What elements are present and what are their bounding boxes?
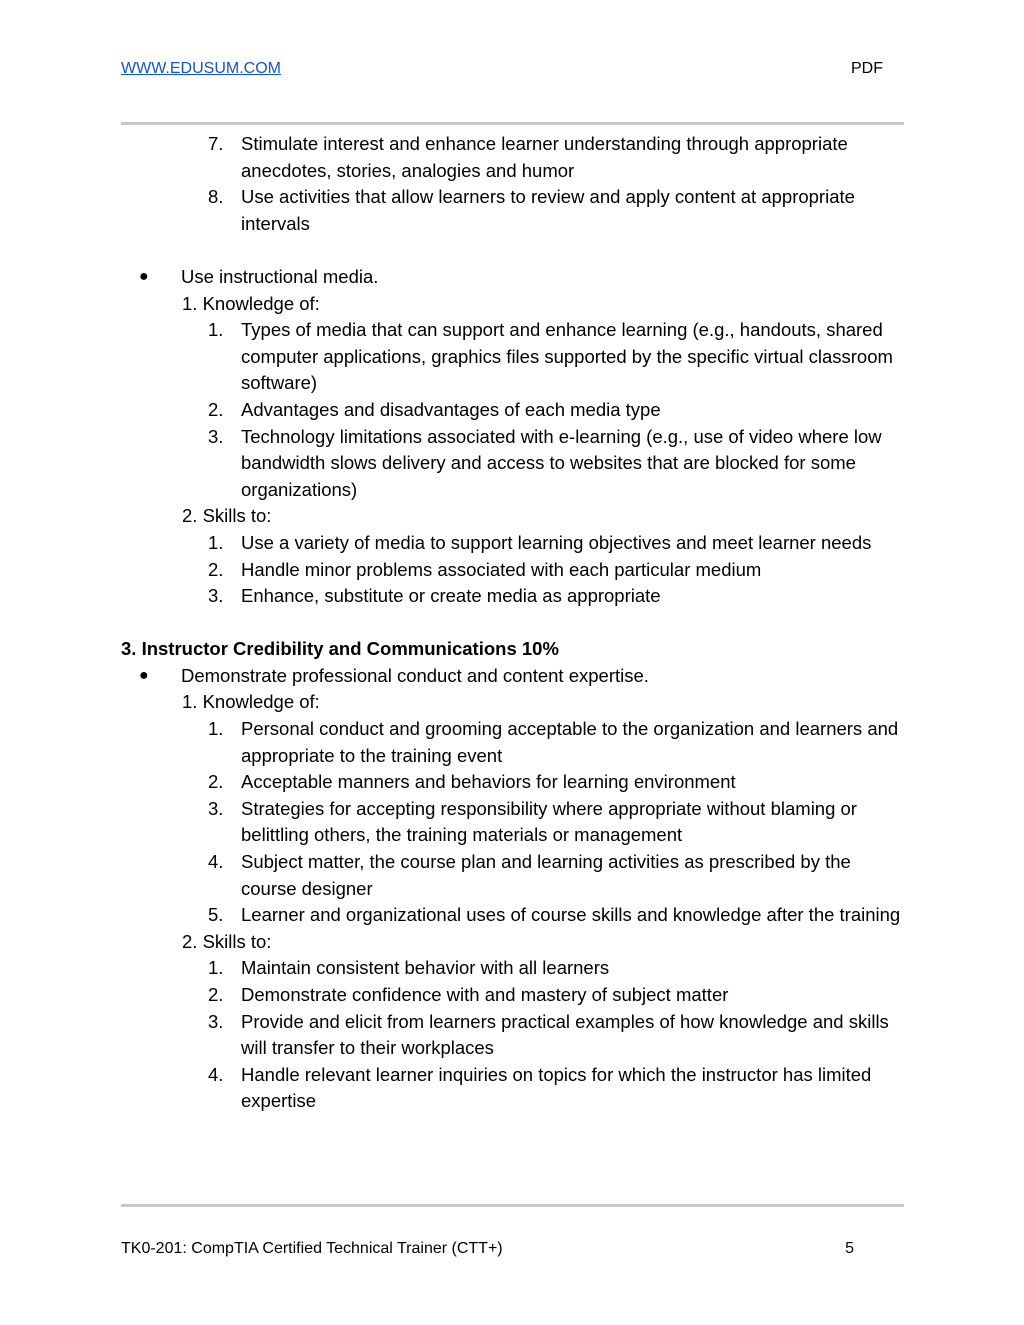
item-number: 2. — [208, 398, 224, 420]
knowledge-label: 1. Knowledge of: — [182, 691, 320, 713]
item-text: Demonstrate confidence with and mastery of subject matter — [241, 984, 729, 1005]
footer-title: TK0-201: CompTIA Certified Technical Trainer (CTT+) — [121, 1240, 503, 1257]
footer-divider — [121, 1204, 904, 1207]
page-number: 5 — [845, 1240, 854, 1257]
item-number: 2. — [208, 771, 224, 793]
item-number: 3. — [208, 1010, 224, 1032]
list-item — [121, 716, 911, 769]
list-item — [121, 131, 911, 184]
objective-bullet — [121, 264, 911, 291]
item-number: 1. — [208, 957, 224, 979]
item-number: 8. — [208, 186, 224, 208]
item-text: Personal conduct and grooming acceptable to the organization and learners and appropriate to the training event — [241, 718, 899, 766]
list-item — [121, 796, 911, 849]
list-item — [121, 902, 911, 929]
item-number: 4. — [208, 1063, 224, 1085]
section-heading: 3. Instructor Credibility and Communications 10% — [121, 638, 559, 660]
list-item — [121, 184, 911, 237]
item-number: 1. — [208, 319, 224, 341]
list-item — [121, 1009, 911, 1062]
item-text: Handle relevant learner inquiries on topics for which the instructor has limited expertise — [241, 1063, 872, 1112]
bullet-icon: ● — [139, 267, 149, 285]
item-number: 2. — [208, 558, 224, 580]
list-item — [121, 317, 911, 397]
item-text: Provide and elicit from learners practical examples of how knowledge and skills will transfer to their workplaces — [241, 1010, 889, 1059]
list-item — [121, 397, 911, 424]
item-text: Stimulate interest and enhance learner understanding through appropriate anecdotes, stories, analogies and humor — [241, 133, 848, 181]
item-text: Enhance, substitute or create media as appropriate — [241, 585, 661, 607]
item-number: 3. — [208, 585, 224, 607]
list-item — [121, 583, 911, 610]
knowledge-label: 1. Knowledge of: — [182, 292, 320, 314]
bullet-icon: ● — [139, 666, 149, 684]
objective-title: Demonstrate professional conduct and content expertise. — [181, 664, 649, 686]
item-text: Maintain consistent behavior with all learners — [241, 957, 610, 979]
page-content — [121, 131, 911, 1115]
item-number: 5. — [208, 904, 224, 926]
page-footer — [121, 1240, 854, 1264]
list-item — [121, 424, 911, 504]
item-number: 2. — [208, 984, 224, 1005]
list-item — [121, 769, 911, 796]
item-number: 3. — [208, 797, 224, 819]
item-number: 1. — [208, 718, 224, 740]
item-text: Types of media that can support and enhance learning (e.g., handouts, shared computer applications, graphics files supported by the specific virtual classroom software) — [241, 319, 893, 394]
item-text: Subject matter, the course plan and learning activities as prescribed by the course designer — [241, 851, 851, 899]
item-number: 3. — [208, 425, 224, 447]
header-divider — [121, 122, 904, 125]
item-number: 1. — [208, 531, 224, 553]
site-link[interactable]: WWW.EDUSUM.COM — [121, 60, 281, 77]
skills-label: 2. Skills to: — [182, 930, 272, 952]
list-item — [121, 955, 911, 982]
list-item — [121, 849, 911, 902]
document-type-label: PDF — [851, 60, 883, 77]
objective-title: Use instructional media. — [181, 265, 379, 287]
item-text: Handle minor problems associated with each particular medium — [241, 558, 762, 580]
spacer — [121, 610, 911, 637]
item-number: 4. — [208, 851, 224, 873]
item-number: 7. — [208, 133, 224, 154]
item-text: Technology limitations associated with e-learning (e.g., use of video where low bandwidth slows delivery and access to websites that are blocked for some organizations) — [241, 425, 882, 500]
list-item — [121, 982, 911, 1009]
item-text: Strategies for accepting responsibility where appropriate without blaming or belittling others, the training materials or management — [241, 797, 857, 846]
list-item — [121, 557, 911, 584]
item-text: Advantages and disadvantages of each media type — [241, 398, 661, 420]
list-item — [121, 1062, 911, 1115]
item-text: Acceptable manners and behaviors for learning environment — [241, 771, 736, 793]
spacer — [121, 237, 911, 264]
item-text: Learner and organizational uses of course skills and knowledge after the training — [241, 904, 901, 926]
list-item — [121, 530, 911, 557]
page-header — [121, 60, 883, 84]
item-text: Use a variety of media to support learning objectives and meet learner needs — [241, 531, 872, 553]
item-text: Use activities that allow learners to review and apply content at appropriate intervals — [241, 186, 855, 234]
objective-bullet — [121, 663, 911, 690]
skills-label: 2. Skills to: — [182, 505, 272, 527]
